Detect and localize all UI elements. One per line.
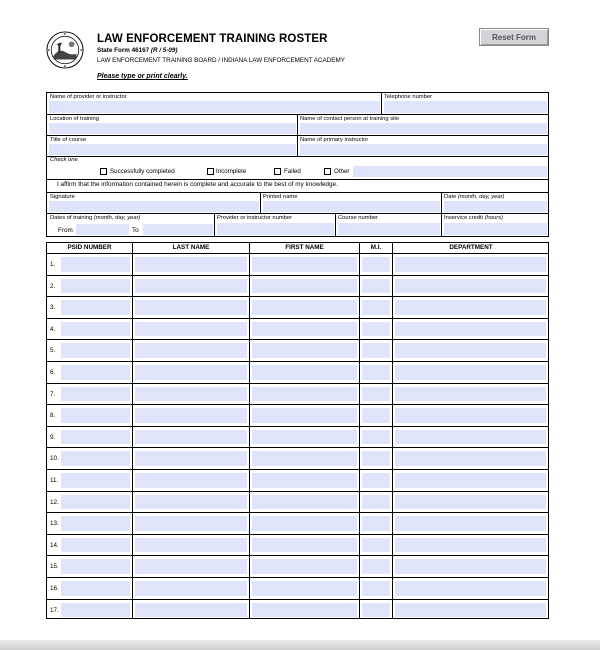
reset-form-button[interactable]: Reset Form — [479, 28, 549, 46]
last-name-field[interactable] — [135, 408, 247, 423]
date-label: Date (month, day, year) — [444, 194, 505, 200]
row-number: 12. — [50, 498, 59, 506]
incomplete-checkbox[interactable] — [207, 168, 214, 175]
psid-field[interactable] — [61, 387, 130, 402]
first-name-field[interactable] — [252, 495, 357, 510]
row-number: 11. — [50, 477, 59, 484]
state-form-number — [97, 47, 178, 54]
inservice-credit-field[interactable] — [444, 223, 547, 235]
mi-field[interactable] — [362, 408, 390, 423]
last-name-field[interactable] — [135, 495, 247, 510]
department-field[interactable] — [395, 516, 546, 531]
provider-name-field[interactable] — [49, 101, 380, 113]
row-number: 10. — [50, 455, 59, 463]
last-name-field[interactable] — [135, 603, 247, 618]
first-name-column-header: FIRST NAME — [285, 244, 324, 251]
department-field[interactable] — [395, 408, 546, 423]
row-number: 16. — [50, 585, 59, 592]
psid-field[interactable] — [61, 451, 130, 466]
course-number-label: Course number — [338, 215, 378, 221]
mi-field[interactable] — [362, 473, 390, 488]
mi-field[interactable] — [362, 387, 390, 402]
first-name-field[interactable] — [252, 322, 357, 337]
mi-field[interactable] — [362, 365, 390, 380]
mi-field[interactable] — [362, 451, 390, 466]
course-number-field[interactable] — [338, 223, 440, 235]
first-name-field[interactable] — [252, 603, 357, 618]
first-name-field[interactable] — [252, 300, 357, 315]
check-one-label: Check one — [50, 157, 78, 163]
last-name-field[interactable] — [135, 343, 247, 358]
mi-field[interactable] — [362, 603, 390, 618]
last-name-field[interactable] — [135, 516, 247, 531]
department-field[interactable] — [395, 581, 546, 596]
department-field[interactable] — [395, 387, 546, 402]
dates-of-training-label: Dates of training (month, day, year) — [50, 215, 141, 221]
row-number: 5. — [50, 347, 56, 355]
row-number: 14. — [50, 541, 59, 549]
primary-instructor-label: Name of primary instructor — [300, 137, 369, 143]
last-name-field[interactable] — [135, 365, 247, 380]
first-name-field[interactable] — [252, 279, 357, 294]
last-name-field[interactable] — [135, 300, 247, 315]
last-name-column-header: LAST NAME — [172, 244, 210, 251]
psid-field[interactable] — [61, 257, 130, 272]
row-number: 9. — [50, 433, 56, 441]
first-name-field[interactable] — [252, 451, 357, 466]
other-checkbox[interactable] — [324, 168, 331, 175]
first-name-field[interactable] — [252, 430, 357, 445]
provider-number-field[interactable] — [217, 223, 334, 235]
date-field[interactable] — [444, 201, 547, 212]
last-name-field[interactable] — [135, 559, 247, 574]
from-label: From — [58, 227, 73, 234]
mi-field[interactable] — [362, 516, 390, 531]
row-number: 4. — [50, 325, 56, 333]
psid-field[interactable] — [61, 473, 130, 488]
course-title-label: Title of course — [50, 137, 87, 143]
psid-field[interactable] — [61, 365, 130, 380]
department-field[interactable] — [395, 430, 546, 445]
location-label: Location of training — [50, 116, 99, 122]
psid-field[interactable] — [61, 495, 130, 510]
inservice-credit-label: Inservice credit (hours) — [444, 215, 503, 221]
signature-field[interactable] — [49, 201, 259, 212]
failed-checkbox[interactable] — [274, 168, 281, 175]
department-field[interactable] — [395, 451, 546, 466]
mi-field[interactable] — [362, 430, 390, 445]
printed-name-label: Printed name — [263, 194, 298, 200]
department-field[interactable] — [395, 300, 546, 315]
incomplete-label: Incomplete — [216, 168, 247, 175]
affirm-statement: I affirm that the information contained herein is complete and accurate to the best of my knowledge. — [57, 181, 338, 188]
row-number: 1. — [50, 261, 56, 268]
psid-field[interactable] — [61, 430, 130, 445]
psid-field[interactable] — [61, 559, 130, 574]
row-number: 7. — [50, 390, 56, 398]
psid-field[interactable] — [61, 300, 130, 315]
print-instruction: Please type or print clearly. — [97, 73, 188, 80]
psid-field[interactable] — [61, 538, 130, 553]
department-field[interactable] — [395, 343, 546, 358]
training-from-field[interactable] — [76, 224, 129, 235]
mi-field[interactable] — [362, 322, 390, 337]
to-label: To — [132, 227, 139, 234]
department-field[interactable] — [395, 279, 546, 294]
first-name-field[interactable] — [252, 257, 357, 272]
mi-field[interactable] — [362, 495, 390, 510]
training-to-field[interactable] — [143, 224, 213, 235]
row-number: 15. — [50, 563, 59, 571]
first-name-field[interactable] — [252, 365, 357, 380]
mi-column-header: M.I. — [370, 244, 382, 251]
psid-field[interactable] — [61, 516, 130, 531]
telephone-field[interactable] — [384, 101, 547, 113]
failed-label: Failed — [284, 168, 301, 175]
first-name-field[interactable] — [252, 343, 357, 358]
department-field[interactable] — [395, 495, 546, 510]
row-number: 13. — [50, 520, 59, 528]
department-field[interactable] — [395, 322, 546, 337]
department-field[interactable] — [395, 603, 546, 618]
row-number: 3. — [50, 304, 56, 312]
contact-person-field[interactable] — [300, 123, 547, 134]
psid-field[interactable] — [61, 603, 130, 618]
successfully-completed-checkbox[interactable] — [100, 168, 107, 175]
mi-field[interactable] — [362, 343, 390, 358]
form-title: LAW ENFORCEMENT TRAINING ROSTER — [97, 33, 328, 45]
psid-column-header: PSID NUMBER — [67, 244, 112, 251]
first-name-field[interactable] — [252, 387, 357, 402]
other-field[interactable] — [353, 166, 547, 177]
first-name-field[interactable] — [252, 516, 357, 531]
last-name-field[interactable] — [135, 538, 247, 553]
last-name-field[interactable] — [135, 473, 247, 488]
psid-field[interactable] — [61, 408, 130, 423]
first-name-field[interactable] — [252, 408, 357, 423]
department-field[interactable] — [395, 365, 546, 380]
other-label: Other — [334, 168, 350, 175]
state-seal-icon — [46, 31, 84, 69]
last-name-field[interactable] — [135, 322, 247, 337]
row-number: 8. — [50, 412, 56, 420]
provider-number-label: Provider or instructor number — [217, 215, 293, 221]
last-name-field[interactable] — [135, 581, 247, 596]
primary-instructor-field[interactable] — [300, 144, 547, 155]
last-name-field[interactable] — [135, 279, 247, 294]
course-title-field[interactable] — [49, 144, 296, 155]
psid-field[interactable] — [61, 322, 130, 337]
row-number: 6. — [50, 369, 56, 376]
provider-name-label: Name of provider or instructor — [50, 94, 127, 100]
telephone-label: Telephone number — [384, 94, 433, 100]
psid-field[interactable] — [61, 343, 130, 358]
last-name-field[interactable] — [135, 430, 247, 445]
mi-field[interactable] — [362, 581, 390, 596]
contact-person-label: Name of contact person at training site — [300, 116, 400, 122]
department-field[interactable] — [395, 559, 546, 574]
mi-field[interactable] — [362, 300, 390, 315]
location-field[interactable] — [49, 123, 296, 134]
first-name-field[interactable] — [252, 581, 357, 596]
mi-field[interactable] — [362, 257, 390, 272]
mi-field[interactable] — [362, 538, 390, 553]
department-field[interactable] — [395, 257, 546, 272]
state-form-revision: (R / 5-09) — [150, 47, 178, 54]
first-name-field[interactable] — [252, 538, 357, 553]
psid-field[interactable] — [61, 581, 130, 596]
row-number: 17. — [50, 606, 59, 614]
last-name-field[interactable] — [135, 451, 247, 466]
department-field[interactable] — [395, 473, 546, 488]
successfully-completed-label: Successfully completed — [110, 168, 175, 175]
page-edge — [0, 640, 600, 650]
board-name: LAW ENFORCEMENT TRAINING BOARD / INDIANA LAW ENFORCEMENT ACADEMY — [97, 57, 345, 64]
first-name-field[interactable] — [252, 559, 357, 574]
printed-name-field[interactable] — [263, 201, 440, 212]
first-name-field[interactable] — [252, 473, 357, 488]
last-name-field[interactable] — [135, 257, 247, 272]
last-name-field[interactable] — [135, 387, 247, 402]
signature-label: Signature — [50, 194, 75, 200]
department-field[interactable] — [395, 538, 546, 553]
psid-field[interactable] — [61, 279, 130, 294]
state-form-id: State Form 46167 — [97, 47, 150, 54]
mi-field[interactable] — [362, 559, 390, 574]
department-column-header: DEPARTMENT — [449, 244, 493, 251]
mi-field[interactable] — [362, 279, 390, 294]
row-number: 2. — [50, 282, 56, 290]
